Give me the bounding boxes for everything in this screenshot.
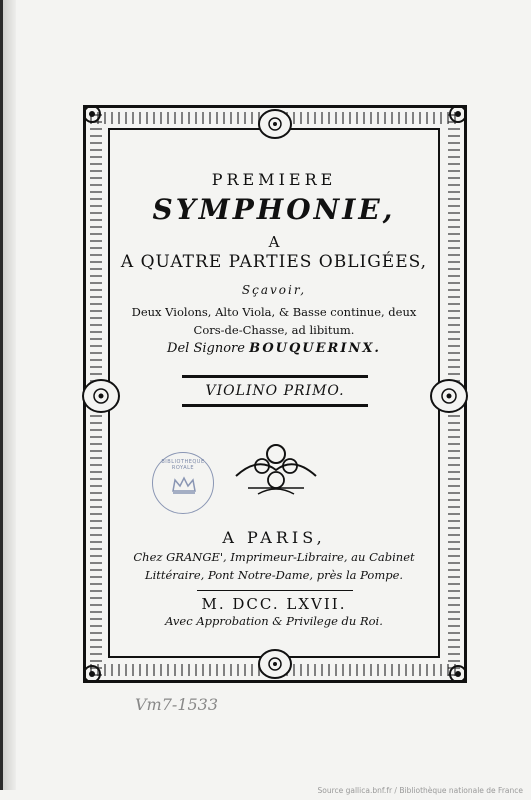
imprint-year: M. DCC. LXVII. (201, 595, 347, 613)
stamp-text: BIBLIOTHEQUE ROYALE (161, 459, 205, 471)
right-medallion-icon (424, 374, 474, 418)
scavoir-label: Sçavoir, (241, 283, 307, 297)
composer-name: BOUQUERINX. (249, 341, 381, 356)
crown-icon (170, 475, 198, 495)
left-medallion-icon (76, 374, 126, 418)
imprint-privilege: Avec Approbation & Privilege du Roi. (165, 614, 383, 628)
binding-edge (0, 0, 16, 790)
corner-ornament-tr-icon (444, 100, 472, 128)
top-medallion-icon (252, 104, 298, 144)
imprint-publisher: Chez GRANGE', Imprimeur-Libraire, au Cabinet Littéraire, Pont Notre-Dame, près la Pompe. (133, 550, 415, 582)
corner-ornament-bl-icon (78, 660, 106, 688)
title-line-symphonie: SYMPHONIE, (152, 193, 396, 226)
floral-vignette-icon (228, 436, 324, 502)
title-line-premiere: PREMIERE (211, 170, 337, 189)
corner-ornament-br-icon (444, 660, 472, 688)
instrumentation: Deux Violons, Alto Viola, & Basse continue, deux Cors-de-Chasse, ad libitum. (131, 305, 417, 337)
library-stamp (152, 452, 214, 514)
bottom-medallion-icon (252, 644, 298, 684)
shelfmark: Vm7-1533 (135, 695, 219, 714)
composer-line (108, 341, 440, 356)
corner-ornament-tl-icon (78, 100, 106, 128)
title-line-parties: A QUATRE PARTIES OBLIGÉES, (120, 252, 428, 272)
title-line-a: A (268, 233, 280, 251)
imprint-city: A PARIS, (222, 528, 326, 547)
imprint-divider (197, 590, 353, 591)
composer-prefix: Del Signore (167, 341, 245, 356)
source-credit: Source gallica.bnf.fr / Bibliothèque nationale de France (317, 786, 523, 795)
part-label: VIOLINO PRIMO. (182, 375, 368, 407)
